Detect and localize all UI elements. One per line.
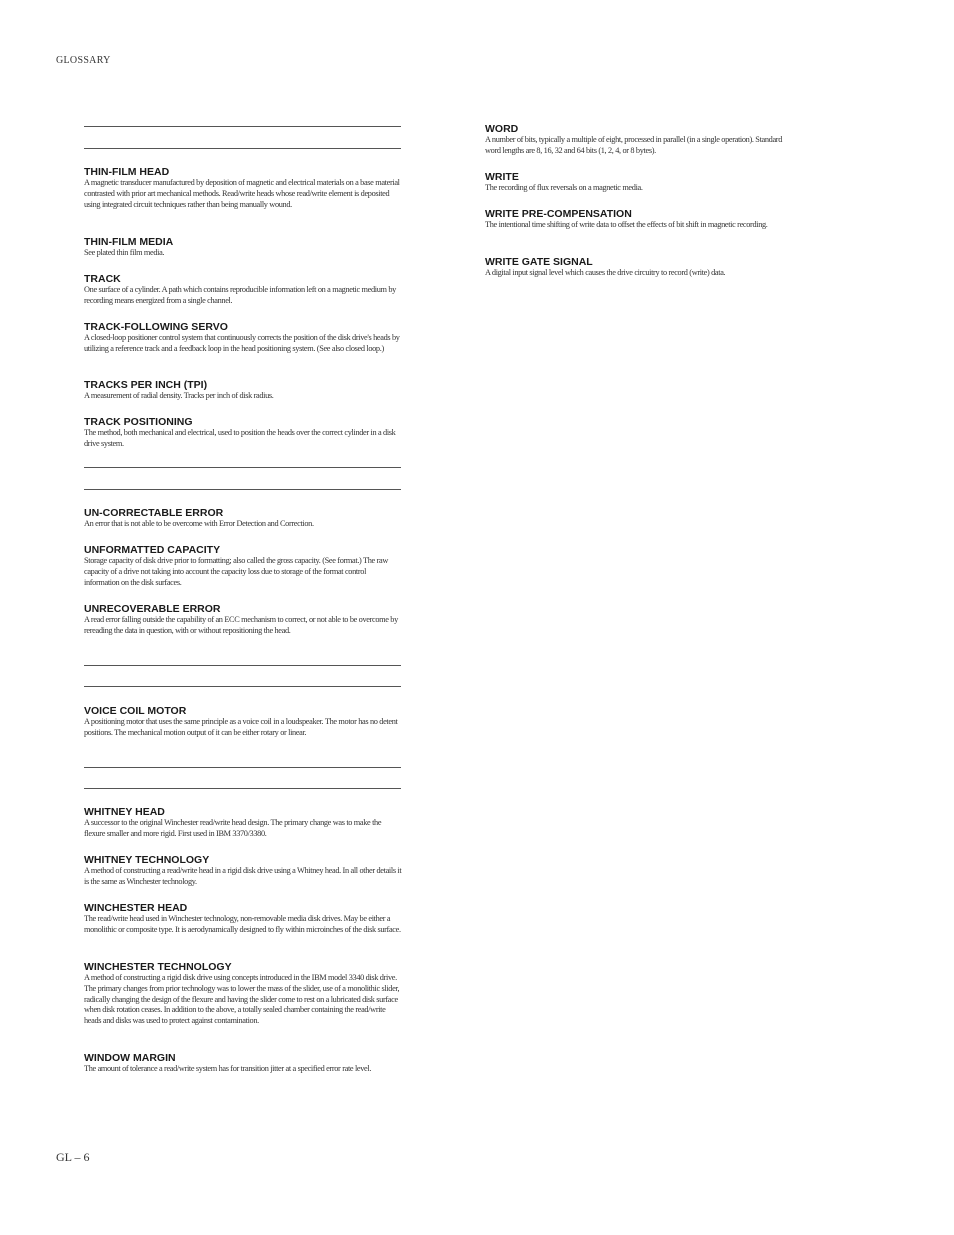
glossary-term: TRACK <box>84 273 121 285</box>
glossary-entry <box>485 256 790 279</box>
section-divider <box>84 665 401 666</box>
glossary-term: UNFORMATTED CAPACITY <box>84 544 221 556</box>
glossary-definition: A number of bits, typically a multiple of eight, processed in parallel (in a single operation). Standard word lengths are 8, 16, 32 and 64 bits (1, 2, 4, or 8 bytes). <box>485 135 783 155</box>
glossary-definition: A method of constructing a rigid disk drive using concepts introduced in the IBM model 3340 disk drive. The primary changes from prior technology was to lower the mass of the slider, use of a monolithic slider, radically changing the design of the flexure and having the slider come to rest on a lubricated disk surface when disk rotation ceases. In addition to the above, a totally sealed chamber containing the read/write heads and disks was used to protect against contamination. <box>84 973 400 1026</box>
glossary-term: WINDOW MARGIN <box>84 1052 176 1064</box>
glossary-definition: A digital input signal level which causes the drive circuitry to record (write) data. <box>485 268 726 277</box>
glossary-term: THIN-FILM HEAD <box>84 166 170 178</box>
section-divider <box>84 467 401 468</box>
glossary-definition: A method of constructing a read/write head in a rigid disk drive using a Whitney head. In all other details it is the same as Winchester technology. <box>84 866 402 886</box>
glossary-term: WHITNEY TECHNOLOGY <box>84 854 210 866</box>
glossary-definition: The recording of flux reversals on a magnetic media. <box>485 183 643 192</box>
glossary-definition: The read/write head used in Winchester technology, non-removable media disk drives. May be either a monolithic or composite type. It is aerodynamically designed to fly within microinches of the disk surface. <box>84 914 401 934</box>
glossary-term: WHITNEY HEAD <box>84 806 165 818</box>
glossary-term: WRITE <box>485 171 519 183</box>
glossary-entry <box>485 123 790 157</box>
glossary-entry <box>84 1052 402 1075</box>
glossary-entry <box>485 208 790 231</box>
glossary-entry <box>84 166 402 210</box>
glossary-definition: A read error falling outside the capability of an ECC mechanism to correct, or not able to be overcome by rereading the data in question, with or without repositioning the head. <box>84 615 398 635</box>
glossary-entry <box>84 273 402 307</box>
page-number: GL – 6 <box>56 1150 90 1164</box>
section-divider <box>84 126 401 127</box>
glossary-definition: The method, both mechanical and electrical, used to position the heads over the correct cylinder in a disk drive system. <box>84 428 396 448</box>
glossary-entry <box>84 507 402 530</box>
glossary-definition: A successor to the original Winchester read/write head design. The primary change was to make the flexure smaller and more rigid. First used in IBM 3370/3380. <box>84 818 382 838</box>
glossary-term: WORD <box>485 123 519 135</box>
glossary-definition: Storage capacity of disk drive prior to formatting; also called the gross capacity. (See format.) The raw capacity of a drive not taking into account the capacity loss due to storage of the format control information on the disk surfaces. <box>84 556 388 587</box>
glossary-entry <box>84 854 402 888</box>
glossary-definition: See plated thin film media. <box>84 248 165 257</box>
glossary-term: UN-CORRECTABLE ERROR <box>84 507 224 519</box>
glossary-entry <box>84 806 402 840</box>
glossary-definition: An error that is not able to be overcome with Error Detection and Correction. <box>84 519 314 528</box>
glossary-term: VOICE COIL MOTOR <box>84 705 187 717</box>
section-divider <box>84 767 401 768</box>
glossary-term: TRACK POSITIONING <box>84 416 193 428</box>
glossary-definition: The amount of tolerance a read/write system has for transition jitter at a specified error rate level. <box>84 1064 372 1073</box>
glossary-entry <box>84 705 402 739</box>
glossary-definition: A measurement of radial density. Tracks per inch of disk radius. <box>84 391 274 400</box>
glossary-entry <box>84 321 402 355</box>
section-divider <box>84 148 401 149</box>
glossary-entry <box>485 171 790 194</box>
glossary-entry <box>84 902 402 936</box>
glossary-entry <box>84 379 402 402</box>
glossary-term: TRACKS PER INCH (TPI) <box>84 379 208 391</box>
section-divider <box>84 686 401 687</box>
glossary-entry <box>84 236 402 259</box>
glossary-term: THIN-FILM MEDIA <box>84 236 174 248</box>
section-divider <box>84 489 401 490</box>
section-divider <box>84 788 401 789</box>
glossary-term: WINCHESTER HEAD <box>84 902 188 914</box>
running-head: GLOSSARY <box>56 55 111 66</box>
glossary-entry <box>84 544 402 588</box>
glossary-entry <box>84 961 402 1027</box>
glossary-term: WRITE PRE-COMPENSATION <box>485 208 632 220</box>
glossary-definition: A magnetic transducer manufactured by deposition of magnetic and electrical materials on a base material contrasted with prior art mechanical methods. Read/write heads whose read/write element is deposited using integrated circuit techniques rather than being manually wound. <box>84 178 400 209</box>
glossary-term: TRACK-FOLLOWING SERVO <box>84 321 228 333</box>
glossary-definition: A positioning motor that uses the same principle as a voice coil in a loudspeaker. The motor has no detent positions. The mechanical motion output of it can be either rotary or linear. <box>84 717 398 737</box>
glossary-entry <box>84 603 402 637</box>
glossary-definition: A closed-loop positioner control system that continuously corrects the position of the disk drive's heads by utilizing a reference track and a feedback loop in the head positioning system. (See also closed loop.) <box>84 333 400 353</box>
glossary-definition: The intentional time shifting of write data to offset the effects of bit shift in magnetic recording. <box>485 220 768 229</box>
glossary-entry <box>84 416 402 450</box>
glossary-definition: One surface of a cylinder. A path which contains reproducible information left on a magnetic medium by recording means energized from a single channel. <box>84 285 396 305</box>
glossary-term: WINCHESTER TECHNOLOGY <box>84 961 232 973</box>
glossary-term: WRITE GATE SIGNAL <box>485 256 593 268</box>
glossary-term: UNRECOVERABLE ERROR <box>84 603 221 615</box>
